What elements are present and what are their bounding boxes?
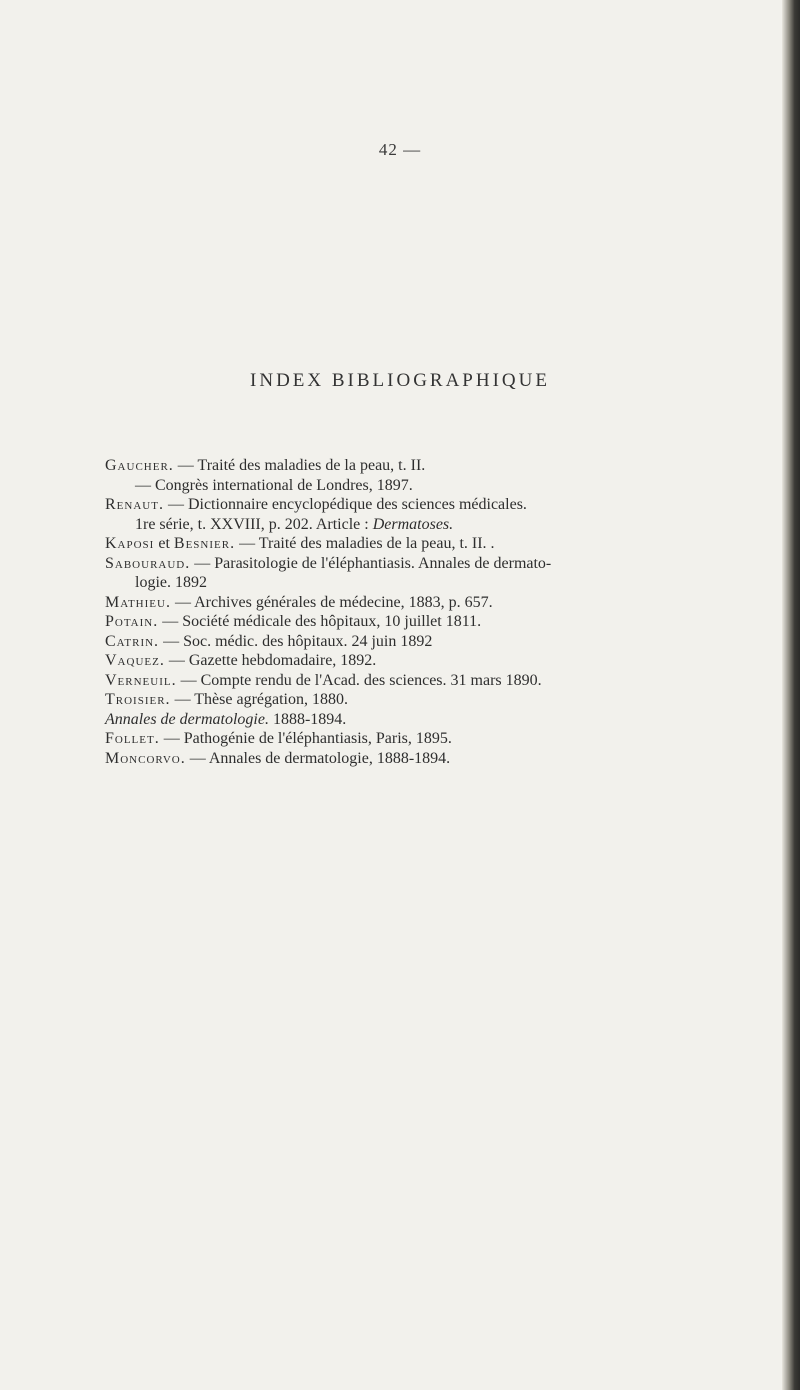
bibliography-entry: Gaucher. — Traité des maladies de la peau, t. II. bbox=[105, 457, 426, 474]
bibliography-entry-continuation: 1re série, t. XXVIII, p. 202. Article : Dermatoses. bbox=[135, 515, 454, 533]
bibliography-entry: Kaposi et Besnier. — Traité des maladies de la peau, t. II. . bbox=[105, 535, 495, 552]
bibliography-list bbox=[105, 456, 765, 768]
bibliography-entry: Vaquez. — Gazette hebdomadaire, 1892. bbox=[105, 652, 377, 669]
page-title: INDEX BIBLIOGRAPHIQUE bbox=[250, 370, 550, 391]
bibliography-entry: Catrin. — Soc. médic. des hôpitaux. 24 juin 1892 bbox=[105, 632, 433, 650]
bibliography-entry: Verneuil. — Compte rendu de l'Acad. des sciences. 31 mars 1890. bbox=[105, 671, 542, 689]
page-number: 42 — bbox=[378, 140, 422, 159]
page-edge bbox=[782, 0, 800, 1390]
bibliography-entry: Troisier. — Thèse agrégation, 1880. bbox=[105, 691, 348, 708]
bibliography-entry: Renaut. — Dictionnaire encyclopédique des sciences médicales. bbox=[105, 496, 527, 513]
bibliography-entry: Moncorvo. — Annales de dermatologie, 1888-1894. bbox=[105, 749, 451, 767]
bibliography-entry: Follet. — Pathogénie de l'éléphantiasis, Paris, 1895. bbox=[105, 730, 452, 747]
bibliography-entry: — Congrès international de Londres, 1897. bbox=[135, 476, 413, 494]
bibliography-entry: Sabouraud. — Parasitologie de l'éléphantiasis. Annales de dermato- bbox=[105, 554, 552, 572]
bibliography-entry: Mathieu. — Archives générales de médecine, 1883, p. 657. bbox=[105, 593, 493, 611]
bibliography-entry: Potain. — Société médicale des hôpitaux, 10 juillet 1811. bbox=[105, 613, 482, 630]
bibliography-entry: Annales de dermatologie. 1888-1894. bbox=[105, 710, 347, 728]
bibliography-entry-continuation: logie. 1892 bbox=[135, 574, 207, 591]
